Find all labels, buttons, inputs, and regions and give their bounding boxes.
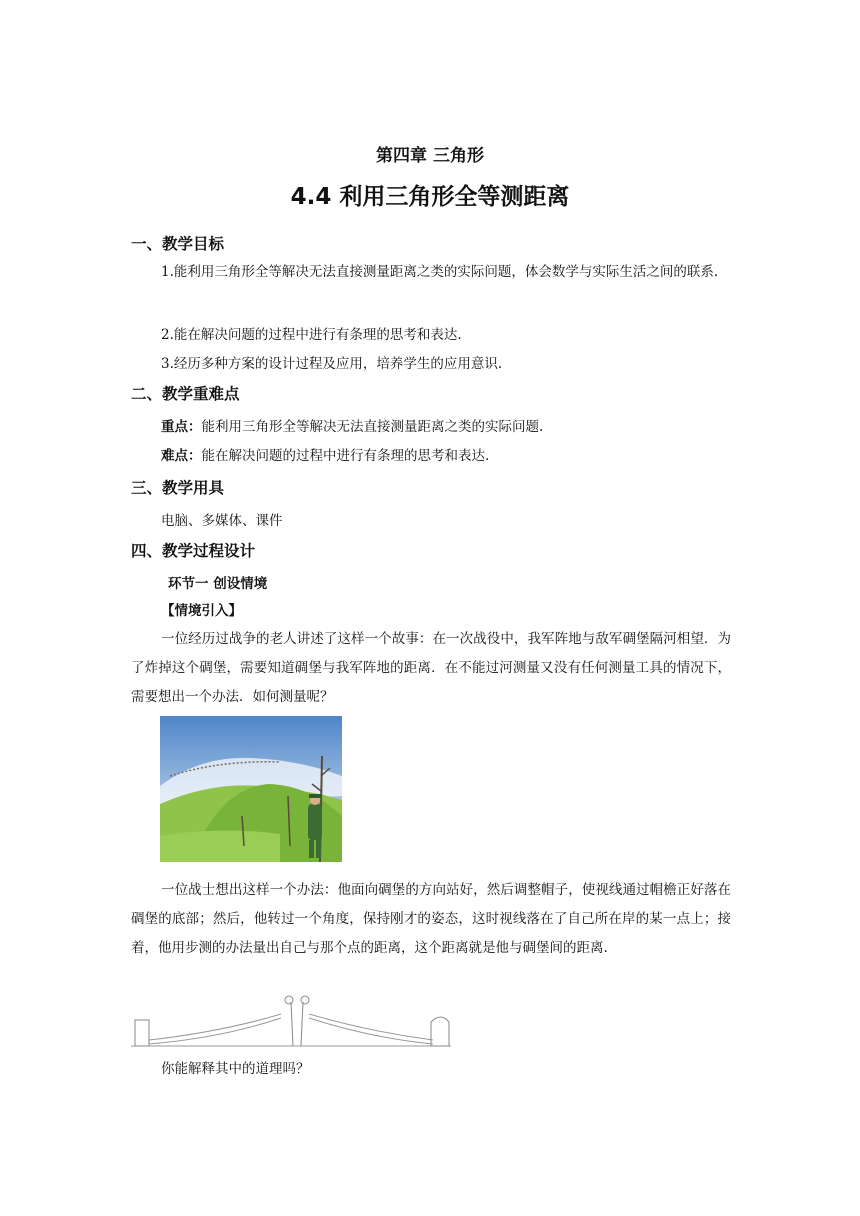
step-one-heading: 环节一 创设情境 — [168, 576, 268, 592]
lesson-title: 4.4 利用三角形全等测距离 — [290, 184, 570, 210]
section-heading-goals: 一、教学目标 — [131, 235, 225, 253]
goal-1: 1.能利用三角形全等解决无法直接测量距离之类的实际问题，体会数学与实际生活之间的联系. — [161, 264, 719, 280]
difficult-point — [161, 444, 489, 464]
difficult-point-text: 能在解决问题的过程中进行有条理的思考和表达. — [201, 448, 490, 464]
tools-list: 电脑、多媒体、课件 — [161, 513, 283, 529]
key-point-text: 能利用三角形全等解决无法直接测量距离之类的实际问题. — [201, 419, 544, 435]
question-line: 你能解释其中的道理吗？ — [161, 1061, 310, 1077]
chapter-heading: 第四章 三角形 — [376, 146, 484, 166]
story-paragraph-1: 一位经历过战争的老人讲述了这样一个故事：在一次战役中，我军阵地与敌军碉堡隔河相望．为了炸掉这个碉堡，需要知道碉堡与我军阵地的距离．在不能过河测量又没有任何测量工具的情况下，需要想出一个办法．如何测量呢？ — [131, 631, 731, 705]
key-point — [161, 415, 543, 435]
soldier-hill-illustration — [160, 716, 342, 862]
story-paragraph-2: 一位战士想出这样一个办法：他面向碉堡的方向站好，然后调整帽子，使视线通过帽檐正好落在碉堡的底部；然后，他转过一个角度，保持刚才的姿态，这时视线落在了自己所在岸的某一点上；接着，他用步测的办法量出自己与那个点的距离，这个距离就是他与碉堡间的距离. — [131, 882, 731, 956]
goal-3: 3.经历多种方案的设计过程及应用，培养学生的应用意识. — [161, 356, 503, 372]
scenario-intro-tag: 【情境引入】 — [161, 603, 242, 619]
section-heading-tools: 三、教学用具 — [131, 479, 225, 497]
section-heading-process: 四、教学过程设计 — [131, 542, 256, 560]
sightline-illustration — [131, 992, 451, 1048]
section-heading-key-points: 二、教学重难点 — [131, 385, 240, 403]
goal-2: 2.能在解决问题的过程中进行有条理的思考和表达. — [161, 327, 462, 343]
key-point-label: 重点： — [161, 419, 202, 435]
difficult-point-label: 难点： — [161, 448, 202, 464]
